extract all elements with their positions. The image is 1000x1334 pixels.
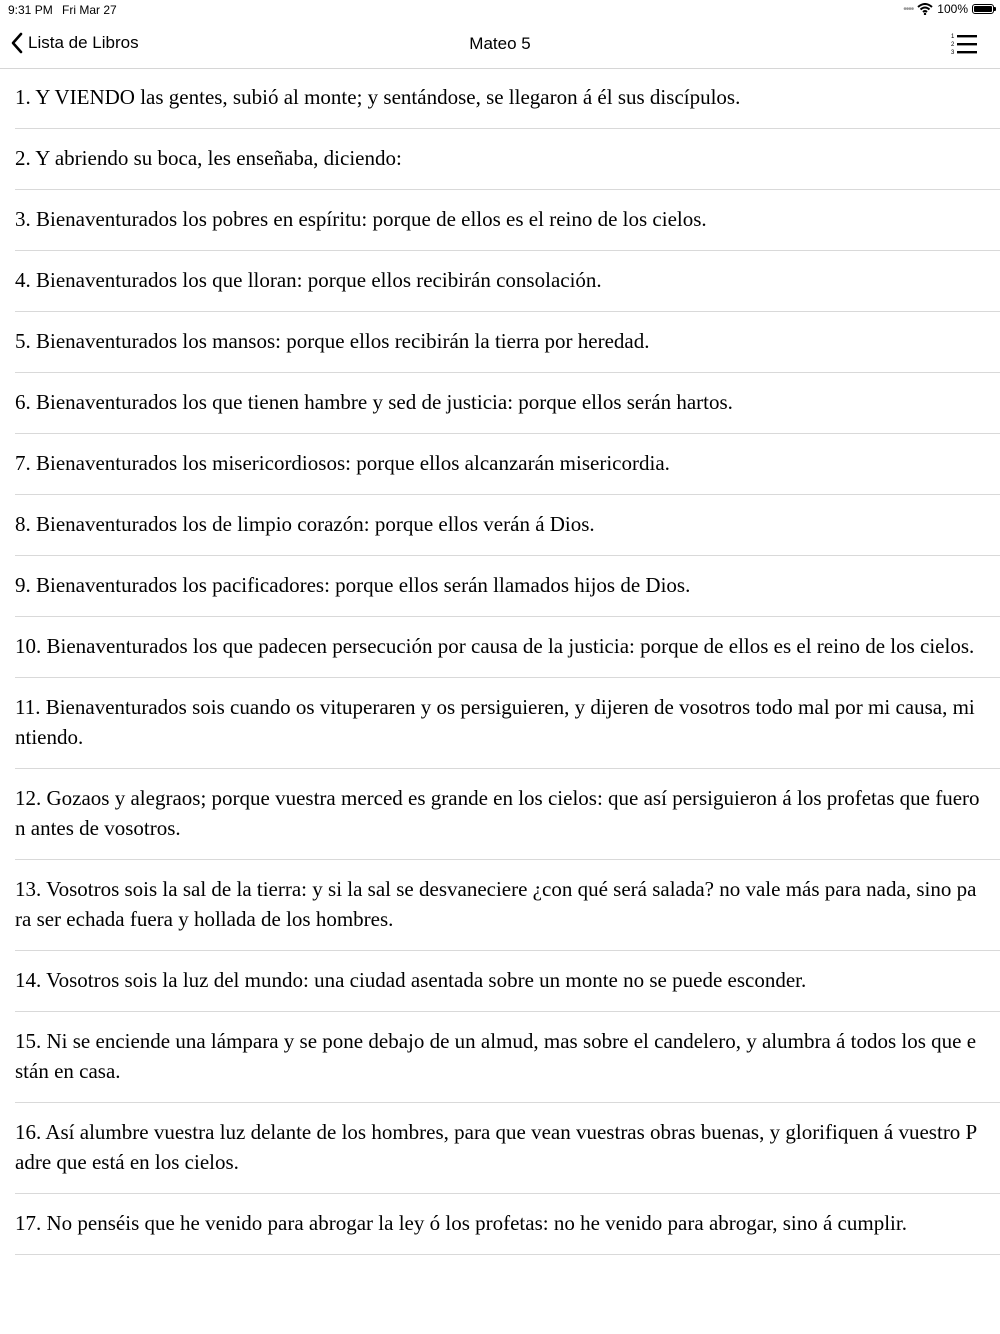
battery-icon — [972, 4, 994, 14]
back-button[interactable] — [10, 32, 139, 54]
verse-item[interactable]: 16. Así alumbre vuestra luz delante de los hombres, para que vean vuestras obras buenas, y glorifiquen á vuestro Padre que está en los cielos. — [15, 1103, 1000, 1194]
verse-item[interactable]: 17. No penséis que he venido para abrogar la ley ó los profetas: no he venido para abrogar, sino á cumplir. — [15, 1194, 1000, 1255]
verse-list — [15, 68, 1000, 1255]
verse-item[interactable]: 5. Bienaventurados los mansos: porque ellos recibirán la tierra por heredad. — [15, 312, 1000, 373]
verse-item[interactable]: 10. Bienaventurados los que padecen persecución por causa de la justicia: porque de ellos es el reino de los cielos. — [15, 617, 1000, 678]
verse-item[interactable]: 11. Bienaventurados sois cuando os vituperaren y os persiguieren, y dijeren de vosotros todo mal por mi causa, mintiendo. — [15, 678, 1000, 769]
verse-item[interactable]: 3. Bienaventurados los pobres en espíritu: porque de ellos es el reino de los cielos. — [15, 190, 1000, 251]
verse-item[interactable]: 12. Gozaos y alegraos; porque vuestra merced es grande en los cielos: que así persiguieron á los profetas que fueron antes de vosotros. — [15, 769, 1000, 860]
status-bar — [0, 0, 1000, 20]
chevron-left-icon — [10, 32, 24, 54]
wifi-icon — [917, 3, 933, 15]
svg-text:1: 1 — [951, 34, 955, 40]
verse-item[interactable]: 14. Vosotros sois la luz del mundo: una ciudad asentada sobre un monte no se puede esconder. — [15, 951, 1000, 1012]
verse-item[interactable]: 9. Bienaventurados los pacificadores: porque ellos serán llamados hijos de Dios. — [15, 556, 1000, 617]
status-time: 9:31 PM — [8, 3, 53, 17]
numbered-list-icon[interactable] — [950, 32, 978, 56]
svg-text:2: 2 — [951, 42, 955, 48]
verse-item[interactable]: 7. Bienaventurados los misericordiosos: porque ellos alcanzarán misericordia. — [15, 434, 1000, 495]
verse-item[interactable]: 6. Bienaventurados los que tienen hambre y sed de justicia: porque ellos serán hartos. — [15, 373, 1000, 434]
verse-item[interactable]: 15. Ni se enciende una lámpara y se pone debajo de un almud, mas sobre el candelero, y alumbra á todos los que están en casa. — [15, 1012, 1000, 1103]
page-title: Mateo 5 — [469, 34, 531, 53]
svg-text:3: 3 — [951, 50, 955, 56]
verse-item[interactable]: 13. Vosotros sois la sal de la tierra: y si la sal se desvaneciere ¿con qué será salada? no vale más para nada, sino para ser echada fuera y hollada de los hombres. — [15, 860, 1000, 951]
verse-item[interactable]: 8. Bienaventurados los de limpio corazón: porque ellos verán á Dios. — [15, 495, 1000, 556]
navigation-bar — [0, 20, 1000, 69]
status-right — [903, 2, 994, 16]
cellular-dots-icon: •••• — [903, 3, 914, 15]
verse-item[interactable]: 1. Y VIENDO las gentes, subió al monte; y sentándose, se llegaron á él sus discípulos. — [15, 68, 1000, 129]
back-button-label: Lista de Libros — [28, 33, 139, 52]
battery-percent: 100% — [937, 2, 968, 16]
status-date: Fri Mar 27 — [62, 3, 117, 17]
verse-item[interactable]: 4. Bienaventurados los que lloran: porque ellos recibirán consolación. — [15, 251, 1000, 312]
verse-item[interactable]: 2. Y abriendo su boca, les enseñaba, diciendo: — [15, 129, 1000, 190]
